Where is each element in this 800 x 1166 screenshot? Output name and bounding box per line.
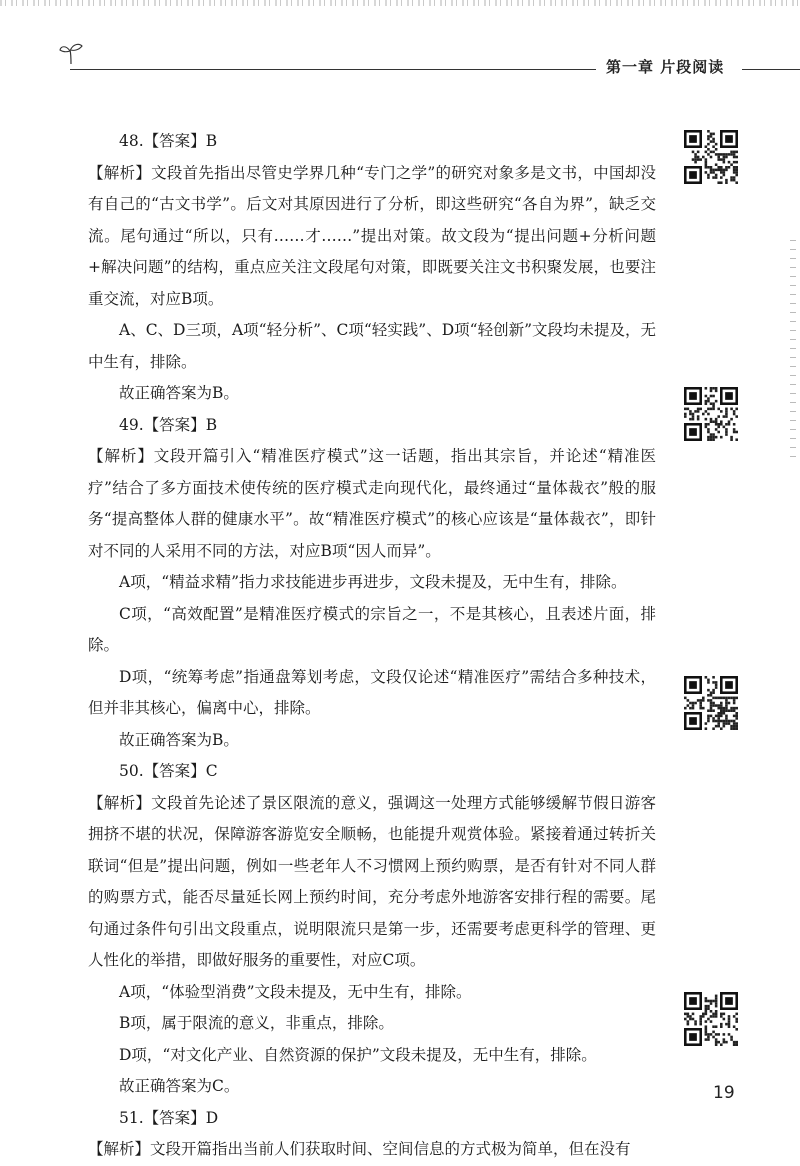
label-open: 50.【 [119,762,160,780]
header-rule-left [70,69,596,70]
option-paragraph [88,378,656,410]
paragraph-text: D [205,1108,219,1127]
option-paragraph [88,567,656,599]
label-open: 51.【 [119,1108,160,1127]
analysis-paragraph [88,158,656,316]
label-tag: 答案 [159,762,191,780]
qr-code-icon[interactable] [684,387,738,441]
option-paragraph [88,1008,656,1040]
qr-code-icon[interactable] [684,676,738,730]
label-tag: 解析 [103,1140,135,1158]
option-paragraph [88,1071,656,1103]
label-open: 【 [88,1140,104,1158]
paragraph-text: B [205,415,218,434]
answer-line [88,410,656,442]
label-close: 】 [190,132,206,150]
paragraph-text: D项，“对文化产业、自然资源的保护”文段未提及，无中生有，排除。 [119,1045,597,1064]
answer-line [88,1103,656,1135]
label-open: 49.【 [119,415,160,434]
paragraph-text: 故正确答案为C。 [119,1077,240,1095]
paragraph-text: B项，属于限流的意义，非重点，排除。 [119,1014,394,1032]
label-open: 【 [88,447,105,465]
label-open: 【 [88,793,104,812]
analysis-paragraph [88,788,656,977]
label-open: 【 [88,163,104,182]
analysis-paragraph [88,1134,656,1166]
chapter-title: 第一章 片段阅读 [606,58,725,76]
label-tag: 解析 [104,447,138,465]
label-close: 】 [190,415,206,434]
option-paragraph [88,599,656,662]
paragraph-text: A、C、D三项，A项“轻分析”、C项“轻实践”、D项“轻创新”文段均未提及，无中生有，排除。 [88,321,657,371]
label-close: 】 [190,762,206,780]
label-close: 】 [190,1108,206,1127]
paragraph-text: C [205,762,218,780]
label-open: 48.【 [119,132,160,150]
page-header [0,40,800,90]
label-tag: 答案 [159,415,191,434]
label-tag: 答案 [159,1108,191,1127]
paragraph-text: B [205,132,218,150]
scan-edge-marks [790,240,796,460]
paragraph-text: 文段首先指出尽管史学界几种“专门之学”的研究对象多是文书，中国却没有自己的“古文书学”。后文对其原因进行了分析，即这些研究“各自为界”，缺乏交流。尾句通过“所以，只有……才……”提出对策。故文段为“提出问题+分析问题+解决问题”的结构，重点应关注文段尾句对策，即既要关注文书积聚发展，也要注重交流，对应B项。 [88,163,656,308]
paragraph-text: D项，“统筹考虑”指通盘筹划考虑，文段仅论述“精准医疗”需结合多种技术，但并非其核心，偏离中心，排除。 [88,667,656,717]
label-close: 】 [135,163,152,182]
label-tag: 解析 [103,163,136,182]
paragraph-text: 故正确答案为B。 [119,384,239,402]
label-close: 】 [134,1140,151,1158]
analysis-paragraph [88,441,656,567]
option-paragraph [88,725,656,757]
paragraph-text: A项，“精益求精”指力求技能进步再进步，文段未提及，无中生有，排除。 [119,573,627,591]
paragraph-text: 文段开篇引入“精准医疗模式”这一话题，指出其宗旨，并论述“精准医疗”结合了多方面技术使传统的医疗模式走向现代化，最终通过“量体裁衣”般的服务“提高整体人群的健康水平”。故“精准医疗模式”的核心应该是“量体裁衣”，即针对不同的人采用不同的方法，对应B项“因人而异”。 [88,447,656,560]
paragraph-text: C项，“高效配置”是精准医疗模式的宗旨之一，不是其核心，且表述片面，排除。 [88,604,656,654]
paragraph-text: 文段开篇指出当前人们获取时间、空间信息的方式极为简单，但在没有 [150,1140,631,1158]
page-number: 19 [713,1083,735,1103]
answer-line [88,756,656,788]
option-paragraph [88,1040,656,1072]
option-paragraph [88,977,656,1009]
answer-explanations [88,126,656,1166]
header-rule-right [742,69,800,70]
label-tag: 答案 [159,132,191,150]
paragraph-text: A项，“体验型消费”文段未提及，无中生有，排除。 [119,982,472,1001]
label-close: 】 [135,793,152,812]
paragraph-text: 文段首先论述了景区限流的意义，强调这一处理方式能够缓解节假日游客拥挤不堪的状况，保障游客游览安全顺畅，也能提升观赏体验。紧接着通过转折关联词“但是”提出问题，例如一些老年人不习惯网上预约购票，是否有针对不同人群的购票方式，能否尽量延长网上预约时间，充分考虑外地游客安排行程的需要。尾句通过条件句引出文段重点，说明限流只是第一步，还需要考虑更科学的管理、更人性化的举措，即做好服务的重要性，对应C项。 [88,793,656,969]
answer-line [88,126,656,158]
qr-code-icon[interactable] [684,992,738,1046]
qr-code-icon[interactable] [684,130,738,184]
paragraph-text: 故正确答案为B。 [119,730,239,749]
scan-edge-noise [0,0,800,6]
option-paragraph [88,315,656,378]
sprout-icon [58,42,84,66]
label-tag: 解析 [103,793,136,812]
label-close: 】 [137,447,154,465]
option-paragraph [88,662,656,725]
